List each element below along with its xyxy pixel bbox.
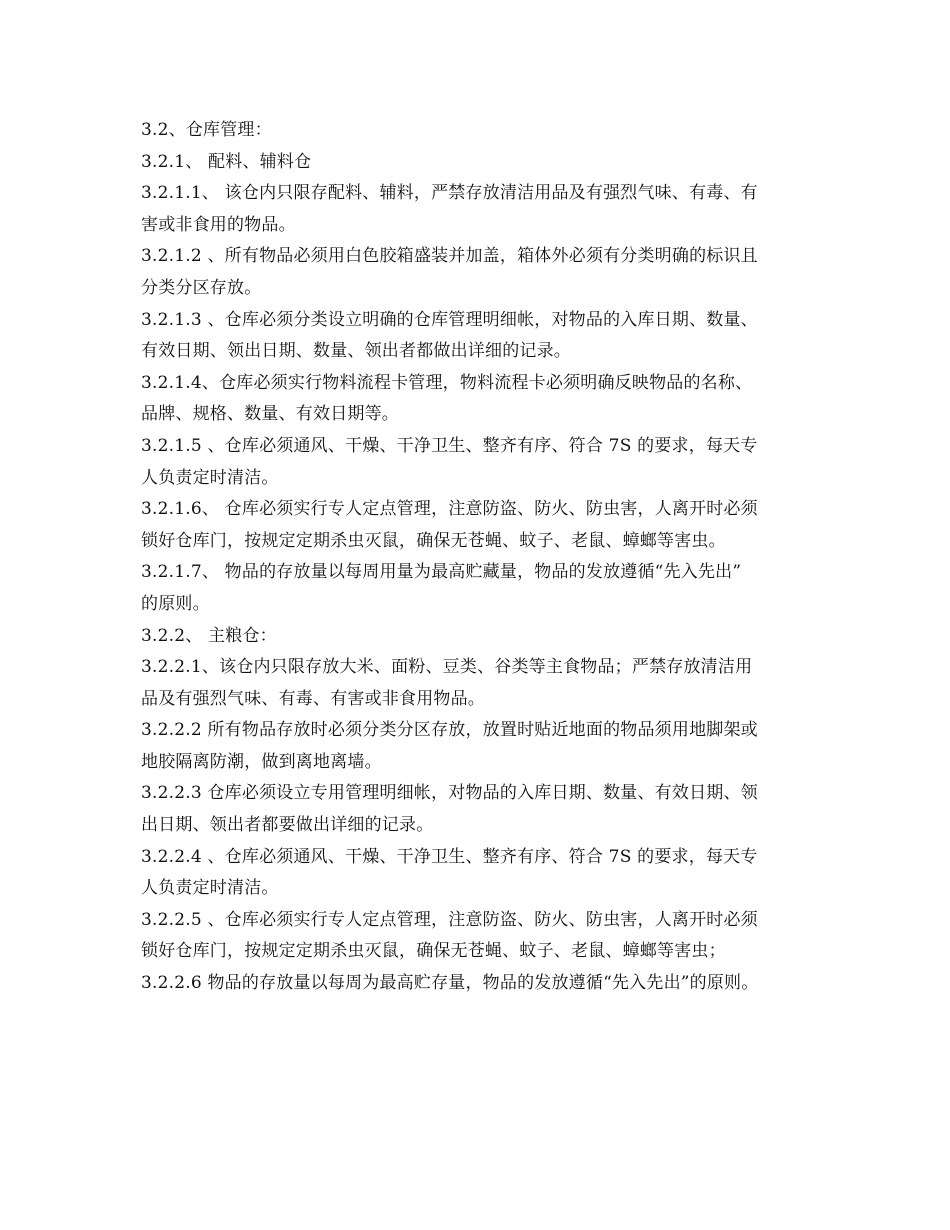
- paragraph-line: 3.2.2.1、该仓内只限存放大米、面粉、豆类、谷类等主食物品；严禁存放清洁用: [141, 657, 753, 678]
- paragraph-line: 3.2.1.4、仓库必须实行物料流程卡管理，物料流程卡必须明确反映物品的名称、: [141, 372, 753, 393]
- paragraph-line: 3.2.2.4 、仓库必须通风、干燥、干净卫生、整齐有序、符合 7S 的要求，每天专: [141, 846, 758, 867]
- paragraph-line: 出日期、领出者都要做出详细的记录。: [141, 815, 434, 836]
- paragraph-line: 有效日期、领出日期、数量、领出者都做出详细的记录。: [141, 341, 571, 362]
- section-heading: 3.2、仓库管理：: [141, 120, 272, 140]
- paragraph-line: 品及有强烈气味、有毒、有害或非食用物品。: [141, 688, 485, 709]
- document-body: [141, 115, 831, 1000]
- paragraph-line: 3.2.1.3 、仓库必须分类设立明确的仓库管理明细帐，对物品的入库日期、数量、: [141, 309, 758, 330]
- paragraph-line: 分类分区存放。: [141, 277, 262, 298]
- paragraph-line: 3.2.2.5 、仓库必须实行专人定点管理，注意防盗、防火、防虫害，人离开时必须: [141, 909, 758, 930]
- paragraph-line: 品牌、规格、数量、有效日期等。: [141, 404, 399, 425]
- paragraph-line: 地胶隔离防潮，做到离地离墙。: [141, 751, 382, 772]
- paragraph-line: 3.2.1.1、 该仓内只限存配料、辅料，严禁存放清洁用品及有强烈气味、有毒、有: [141, 183, 758, 204]
- paragraph-line: 3.2.2.3 仓库必须设立专用管理明细帐，对物品的入库日期、数量、有效日期、领: [141, 783, 758, 804]
- paragraph-line: 的原则。: [141, 593, 210, 614]
- paragraph-line: 锁好仓库门，按规定定期杀虫灭鼠，确保无苍蝇、蚊子、老鼠、蟑螂等害虫；: [141, 941, 726, 962]
- paragraph-line: 3.2.1.7、 物品的存放量以每周用量为最高贮藏量，物品的发放遵循“先入先出”: [141, 562, 742, 583]
- paragraph-line: 3.2.1.2 、所有物品必须用白色胶箱盛装并加盖，箱体外必须有分类明确的标识且: [141, 246, 758, 267]
- paragraph-line: 锁好仓库门，按规定定期杀虫灭鼠，确保无苍蝇、蚊子、老鼠、蟑螂等害虫。: [141, 530, 726, 551]
- paragraph-line: 人负责定时清洁。: [141, 878, 279, 899]
- paragraph-line: 3.2.1.6、 仓库必须实行专人定点管理，注意防盗、防火、防虫害，人离开时必须: [141, 499, 758, 520]
- paragraph-line: 3.2.1.5 、仓库必须通风、干燥、干净卫生、整齐有序、符合 7S 的要求，每天专: [141, 435, 758, 456]
- paragraph-line: 人负责定时清洁。: [141, 467, 279, 488]
- subsection-heading: 3.2.2、 主粮仓：: [141, 625, 277, 646]
- paragraph-line: 3.2.2.2 所有物品存放时必须分类分区存放，放置时贴近地面的物品须用地脚架或: [141, 720, 758, 741]
- paragraph-line: 3.2.2.6 物品的存放量以每周为最高贮存量，物品的发放遵循“先入先出”的原则。: [141, 973, 759, 994]
- subsection-heading: 3.2.1、 配料、辅料仓: [141, 151, 312, 172]
- paragraph-line: 害或非食用的物品。: [141, 214, 296, 235]
